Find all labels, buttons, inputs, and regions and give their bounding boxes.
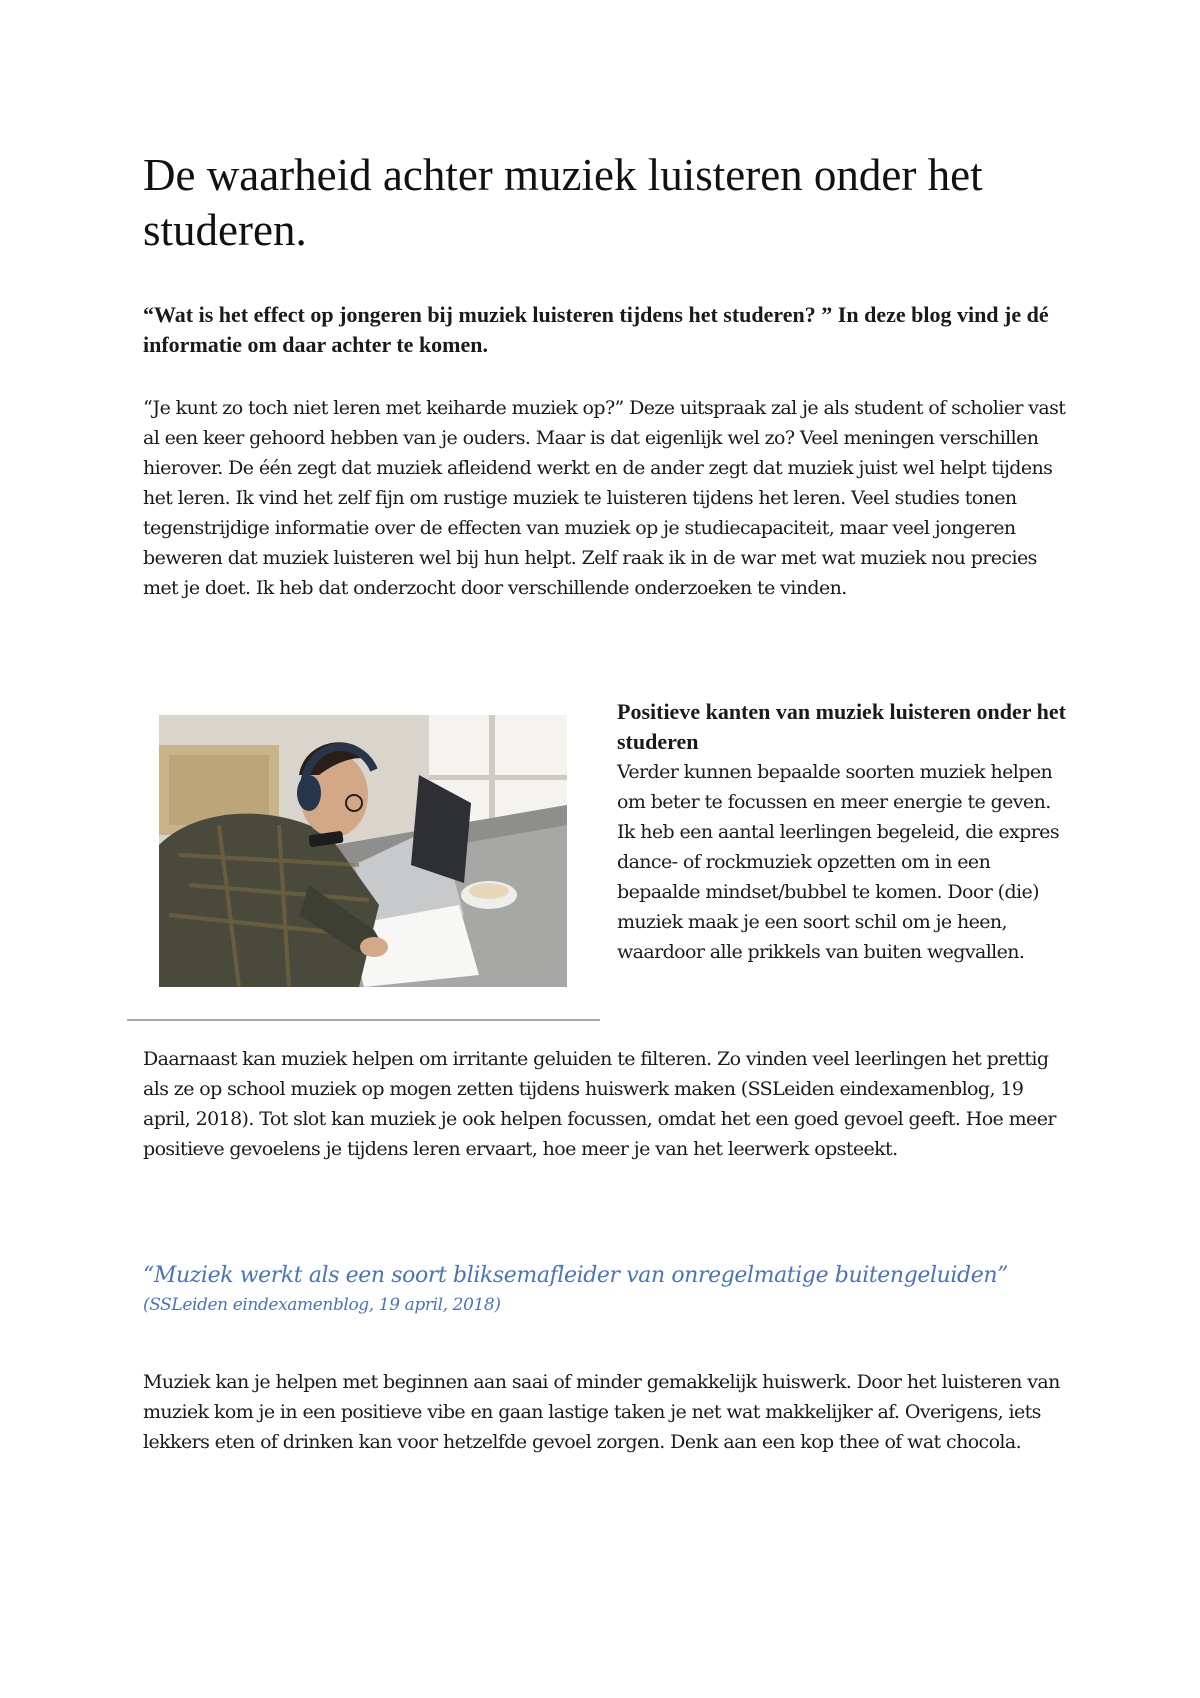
section-heading: Positieve kanten van muziek luisteren onder het studeren — [617, 699, 1066, 754]
page-title: De waarheid achter muziek luisteren onder het studeren. — [143, 150, 983, 255]
paragraph-intro: “Je kunt zo toch niet leren met keiharde muziek op?” Deze uitspraak zal je als student of scholier vast al een keer gehoord hebben van je ouders. Maar is dat eigenlijk wel zo? Veel meningen verschillen hierover. De één zegt dat muziek afleidend werkt en de ander zegt dat muziek juist wel helpt tijdens het leren. Ik vind het zelf fijn om rustige muziek te luisteren tijdens het leren. Veel studies tonen tegenstrijdige informatie over de effecten van muziek op je studiecapaciteit, maar veel jongeren beweren dat muziek luisteren wel bij hun helpt. Zelf raak ik in de war met wat muziek nou precies met je doet. Ik heb dat onderzocht door verschillende onderzoeken te vinden. — [143, 397, 1066, 599]
paragraph-homework: Muziek kan je helpen met beginnen aan saai of minder gemakkelijk huiswerk. Door het luisteren van muziek kom je in een positieve vibe en gaan lastige taken je net wat makkelijker af. Overigens, iets lekkers eten of drinken kan voor hetzelfde gevoel zorgen. Denk aan een kop thee of wat chocola. — [143, 1371, 1060, 1453]
paragraph-filter: Daarnaast kan muziek helpen om irritante geluiden te filteren. Zo vinden veel leerlingen het prettig als ze op school muziek op mogen zetten tijdens huiswerk maken (SSLeiden eindexamenblog, 19 april, 2018). Tot slot kan muziek je ook helpen focussen, omdat het een goed gevoel geeft. Hoe meer positieve gevoelens je tijdens leren ervaart, hoe meer je van het leerwerk opsteekt. — [143, 1048, 1056, 1160]
pull-quote: “Muziek werkt als een soort bliksemafleider van onregelmatige buitengeluiden” — [143, 1263, 1008, 1288]
intro-text: “Wat is het effect op jongeren bij muziek luisteren tijdens het studeren? ” In deze blog vind je dé informatie om daar achter te komen. — [143, 302, 1049, 357]
section-text: Verder kunnen bepaalde soorten muziek helpen om beter te focussen en meer energie te geven. Ik heb een aantal leerlingen begeleid, die expres dance- of rockmuziek opzetten om in een bepaalde mindset/bubbel te komen. Door (die) muziek maak je een soort schil om je heen, waardoor alle prikkels van buiten wegvallen. — [617, 761, 1059, 963]
divider — [127, 1019, 600, 1021]
student-studying-photo — [159, 715, 567, 987]
quote-source: (SSLeiden eindexamenblog, 19 april, 2018) — [143, 1295, 501, 1315]
